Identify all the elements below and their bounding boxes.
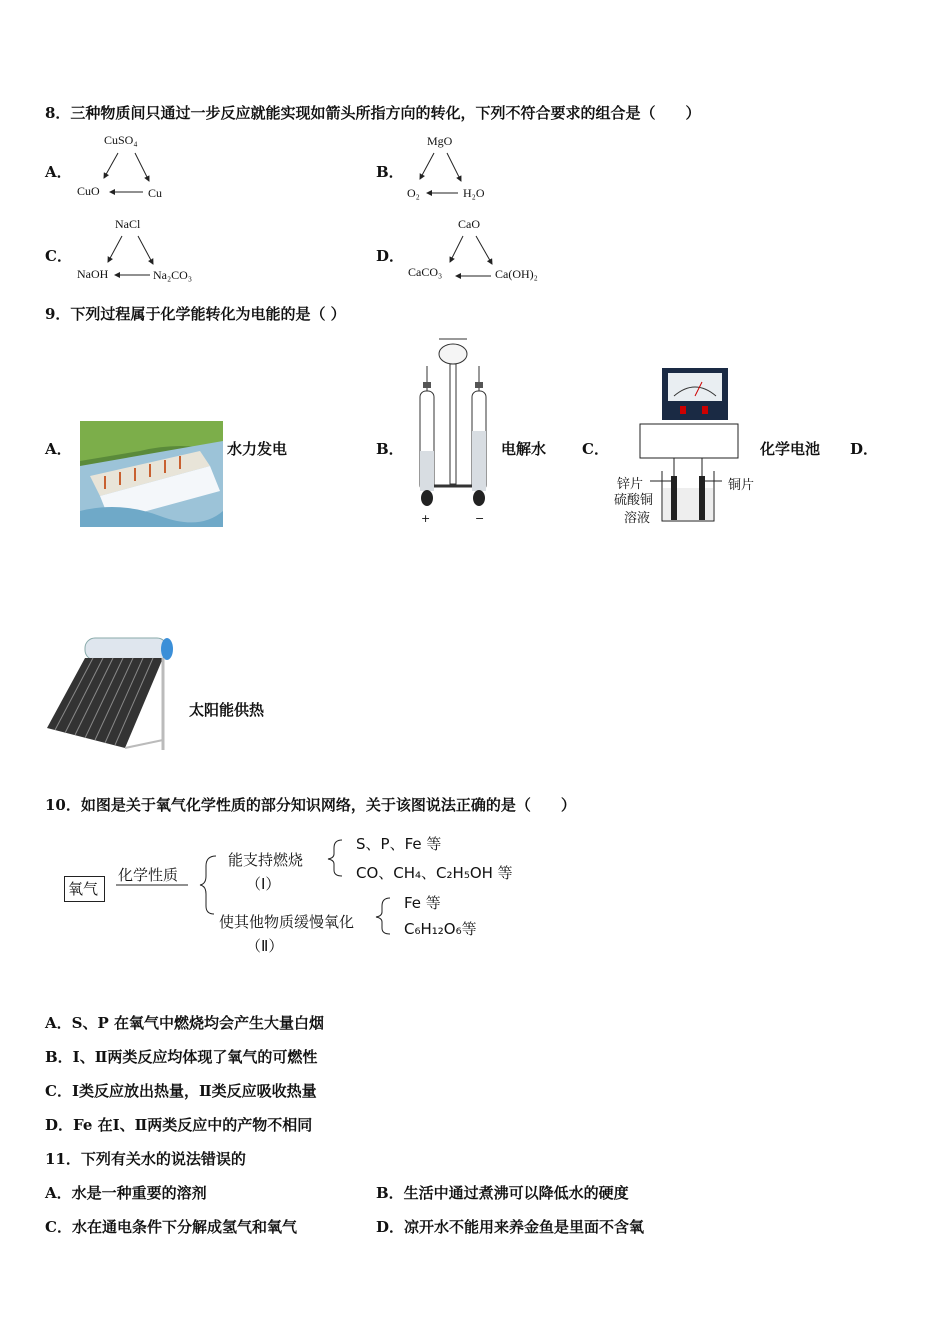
q8-d-right: Ca(OH)₂ — [495, 267, 538, 281]
battery-solution-label-1: 硫酸铜 — [614, 493, 654, 508]
q8-option-b-letter[interactable]: B． — [376, 163, 404, 181]
q8-c-top: NaCl — [115, 217, 141, 231]
q9-a-caption: 水力发电 — [227, 440, 288, 458]
diagram-chemical-property: 化学性质 — [118, 866, 179, 884]
diagram-root-oxygen: 氧气 — [64, 876, 105, 902]
q8-option-d-letter[interactable]: D． — [376, 247, 405, 265]
diagram-branch-2-tag: （Ⅱ） — [246, 937, 284, 955]
q8-c-left: NaOH — [77, 267, 109, 281]
q9-stem: 9．下列过程属于化学能转化为电能的是（ ） — [45, 305, 346, 323]
diagram-branch-2-item-1: Fe 等 — [404, 894, 441, 912]
electrolysis-minus-label: − — [475, 512, 485, 525]
diagram-branch-1-item-2: CO、CH₄、C₂H₅OH 等 — [356, 864, 513, 882]
q8-a-right: Cu — [148, 186, 163, 200]
q9-option-a-letter[interactable]: A． — [45, 440, 72, 458]
diagram-branch-combustion: 能支持燃烧 — [228, 851, 304, 869]
battery-solution-label-2: 溶液 — [624, 511, 651, 526]
diagram-branch-1-item-1: S、P、Fe 等 — [356, 835, 442, 853]
battery-zinc-label: 锌片 — [617, 477, 644, 492]
q8-c-right: Na₂CO₃ — [153, 268, 193, 282]
q9-b-caption: 电解水 — [501, 440, 547, 458]
q8-b-top: MgO — [427, 134, 453, 148]
q8-option-c-letter[interactable]: C． — [45, 247, 72, 265]
q10-option-d[interactable]: D．Fe 在Ⅰ、Ⅱ两类反应中的产物不相同 — [45, 1116, 313, 1134]
diagram-branch-slow-oxidation: 使其他物质缓慢氧化 — [219, 913, 355, 931]
q9-d-caption: 太阳能供热 — [189, 701, 265, 719]
q9-option-d-letter[interactable]: D． — [850, 440, 879, 458]
diagram-branch-2-item-2: C₆H₁₂O₆等 — [404, 920, 477, 938]
q8-a-top: CuSO₄ — [104, 133, 138, 147]
q11-stem: 11．下列有关水的说法错误的 — [45, 1150, 246, 1168]
q10-option-b[interactable]: B．Ⅰ、Ⅱ两类反应均体现了氧气的可燃性 — [45, 1048, 318, 1066]
q8-stem: 8．三种物质间只通过一步反应就能实现如箭头所指方向的转化，下列不符合要求的组合是（ ） — [45, 104, 701, 122]
q10-option-a[interactable]: A．S、P 在氧气中燃烧均会产生大量白烟 — [45, 1014, 324, 1032]
battery-copper-label: 铜片 — [728, 478, 755, 493]
q8-a-left: CuO — [77, 184, 100, 198]
q11-option-b[interactable]: B．生活中通过煮沸可以降低水的硬度 — [376, 1184, 629, 1202]
q11-option-a[interactable]: A．水是一种重要的溶剂 — [45, 1184, 207, 1202]
q8-b-left: O₂ — [407, 186, 420, 200]
q11-option-c[interactable]: C．水在通电条件下分解成氢气和氧气 — [45, 1218, 297, 1236]
q8-d-left: CaCO₃ — [408, 265, 443, 279]
q8-b-right: H₂O — [463, 186, 485, 200]
diagram-branch-1-tag: （Ⅰ） — [246, 875, 281, 893]
q10-stem: 10．如图是关于氧气化学性质的部分知识网络，关于该图说法正确的是（ ） — [45, 796, 576, 814]
q9-option-c-letter[interactable]: C． — [582, 440, 609, 458]
q10-option-c[interactable]: C．Ⅰ类反应放出热量，Ⅱ类反应吸收热量 — [45, 1082, 317, 1100]
q11-option-d[interactable]: D．凉开水不能用来养金鱼是里面不含氧 — [376, 1218, 645, 1236]
q9-option-b-letter[interactable]: B． — [376, 440, 404, 458]
q9-c-caption: 化学电池 — [760, 440, 821, 458]
electrolysis-plus-label: + — [421, 512, 431, 525]
q8-d-top: CaO — [458, 217, 480, 231]
q8-option-a-letter[interactable]: A． — [45, 163, 72, 181]
